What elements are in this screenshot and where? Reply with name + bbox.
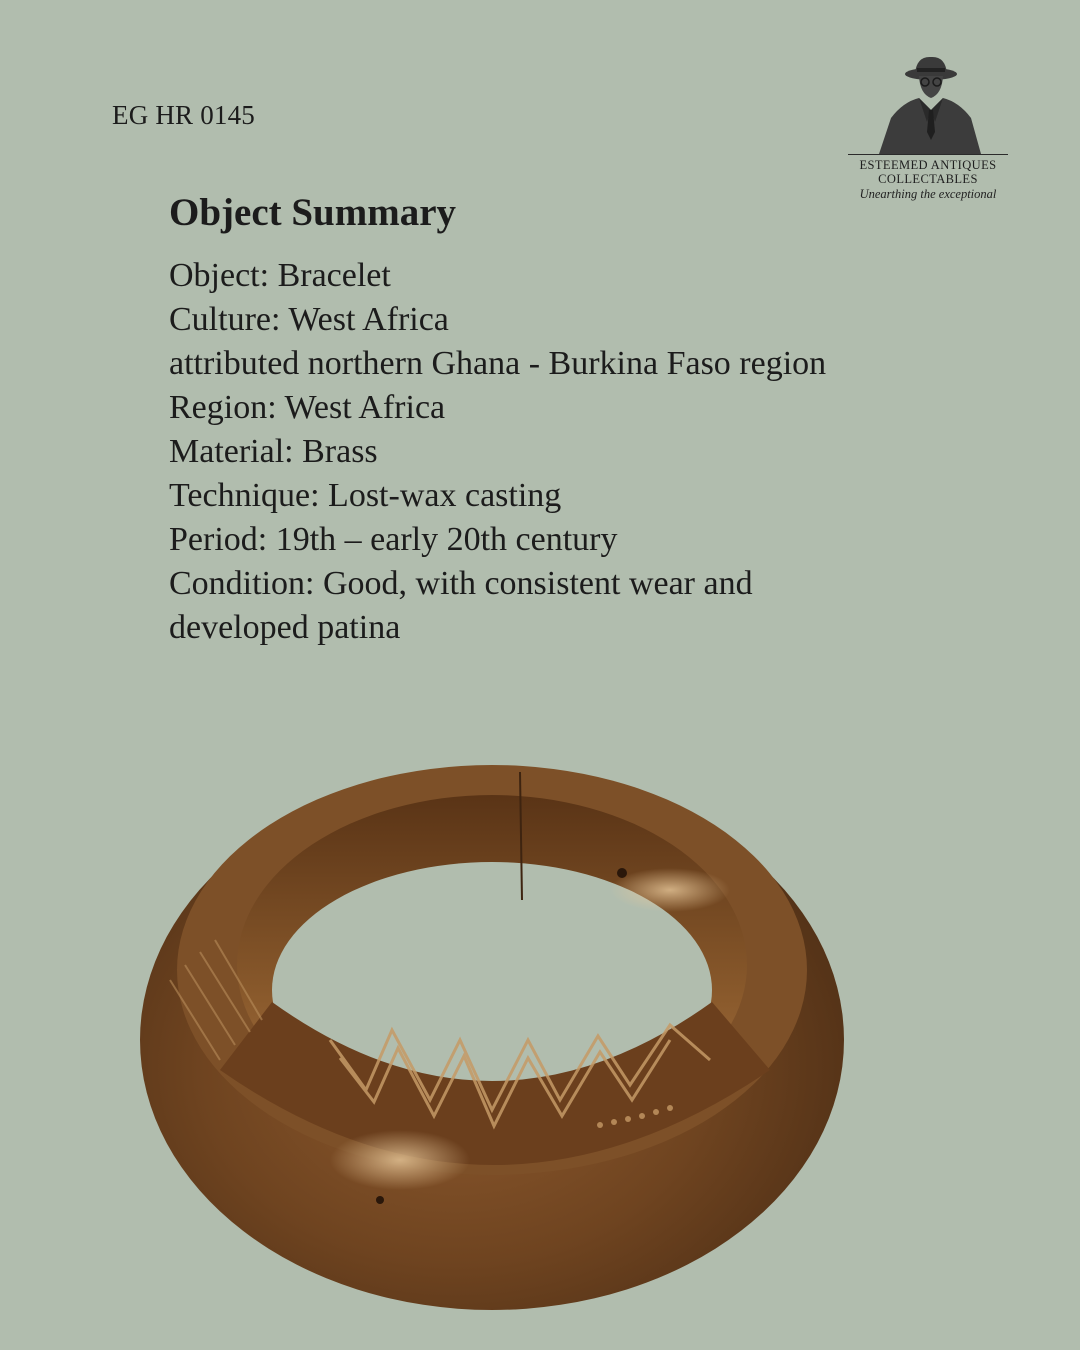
- detective-silhouette-icon: [873, 52, 983, 154]
- logo-name-line2: COLLECTABLES: [878, 172, 978, 186]
- summary-line-culture: Culture: West Africa: [169, 301, 449, 338]
- brass-bracelet-image: [130, 740, 870, 1320]
- bracelet-photo: [130, 740, 870, 1325]
- summary-line-condition-cont: developed patina: [169, 609, 401, 646]
- summary-line-material: Material: Brass: [169, 433, 378, 470]
- summary-title: Object Summary: [169, 191, 457, 234]
- summary-line-attribution: attributed northern Ghana - Burkina Faso region: [169, 345, 827, 382]
- summary-line-period: Period: 19th – early 20th century: [169, 521, 618, 558]
- logo-name-line1: ESTEEMED ANTIQUES: [859, 158, 997, 172]
- summary-list: [169, 254, 1029, 650]
- summary-line-object: Object: Bracelet: [169, 257, 391, 294]
- object-summary: [169, 190, 1029, 650]
- logo-tagline: Unearthing the exceptional: [859, 187, 997, 201]
- summary-line-technique: Technique: Lost-wax casting: [169, 477, 562, 514]
- summary-line-region: Region: West Africa: [169, 389, 446, 426]
- reference-code: EG HR 0145: [112, 100, 255, 130]
- logo-divider: [848, 154, 1008, 155]
- summary-line-condition: Condition: Good, with consistent wear and: [169, 565, 753, 602]
- brand-logo: [842, 52, 1014, 202]
